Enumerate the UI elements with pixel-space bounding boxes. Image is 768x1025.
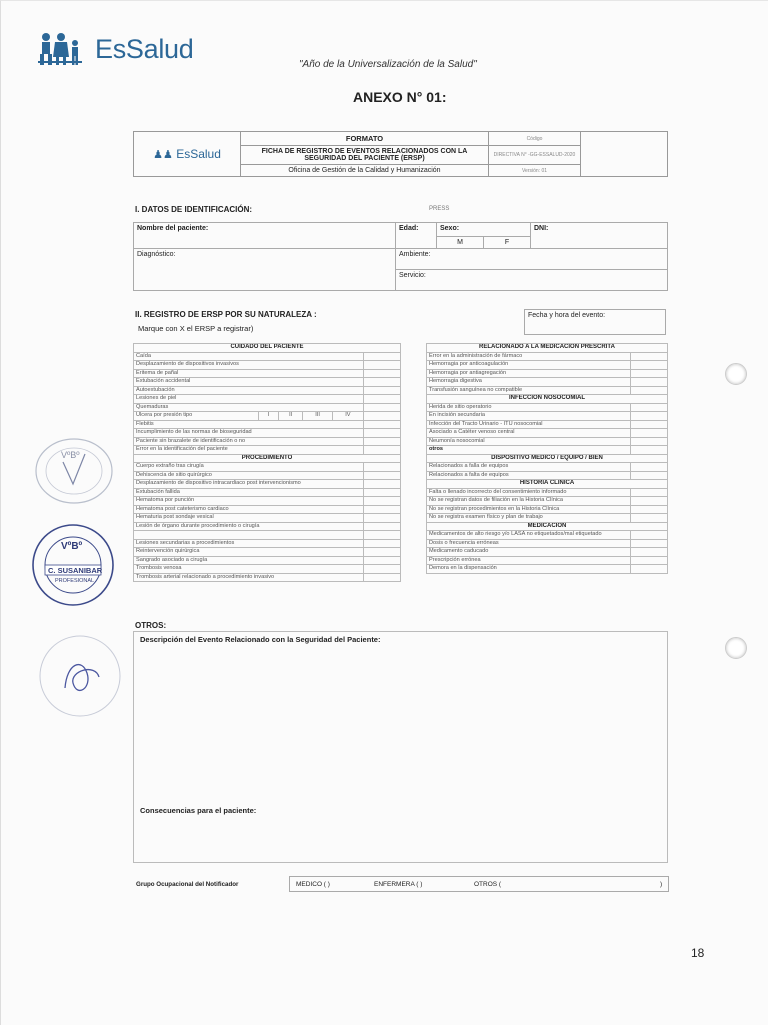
mark-cell[interactable] [364,556,401,565]
mark-cell[interactable] [364,497,401,506]
otros-close: ) [660,881,663,888]
mark-cell[interactable] [364,471,401,480]
sex-m-option[interactable]: M [437,237,484,249]
event-label: Dosis o frecuencia erróneas [427,539,631,548]
table-row [427,412,668,421]
event-label: Lesiones secundarias a procedimientos [134,539,364,548]
section-header: DISPOSITIVO MÉDICO / EQUIPO / BIEN [427,454,668,463]
mark-cell[interactable] [364,565,401,574]
table-row [134,539,401,548]
mark-cell[interactable] [631,352,668,361]
vb2-text: VºBº [61,541,83,552]
section-header: HISTORIA CLÍNICA [427,480,668,489]
punch-hole [725,363,747,385]
stamp-name: C. SUSANIBAR [48,566,103,575]
event-label: Hemorragia por anticoagulación [427,361,631,370]
event-label: Infección del Tracto Urinario - ITU nosocomial [427,420,631,429]
event-label: Quemaduras [134,403,364,412]
mark-cell[interactable] [631,403,668,412]
table-row [134,446,401,455]
table-row [134,514,401,523]
event-label: Trombosis venosa [134,565,364,574]
table-row [427,378,668,387]
table-row [134,378,401,387]
event-label: No se registran procedimientos en la Historia Clínica [427,505,631,514]
vb-stamp-1 [33,436,115,506]
event-label: Herida de sitio operatorio [427,403,631,412]
header-table [133,131,668,177]
table-row [427,556,668,565]
table-row [134,480,401,489]
table-row [134,395,401,404]
notifier-group-box [289,876,669,892]
table-row [134,412,401,421]
table-row [427,446,668,455]
ulcer-grade-option[interactable]: IV [332,412,363,421]
event-label: Desplazamiento de dispositivos invasivos [134,361,364,370]
mark-cell[interactable] [364,429,401,438]
mark-cell[interactable] [364,548,401,557]
family-logo-icon [37,31,95,67]
patient-name-field[interactable]: Nombre del paciente: [134,223,396,249]
table-row [427,471,668,480]
description-box[interactable] [133,631,668,863]
table-row [427,497,668,506]
header-logo [134,132,241,177]
formato-label: FORMATO [241,132,489,146]
table-row [427,420,668,429]
mark-cell[interactable] [364,395,401,404]
header-blank [581,132,668,177]
mark-cell[interactable] [631,446,668,455]
table-row [427,505,668,514]
event-label: Prescripción errónea [427,556,631,565]
procedimiento-header: PROCEDIMIENTO [134,454,401,463]
ulcer-grade-option[interactable]: III [303,412,332,421]
directiva-label: DIRECTIVA N° -GG-ESSALUD-2020 [489,146,581,165]
mark-cell[interactable] [631,429,668,438]
table-row [134,548,401,557]
table-row [427,565,668,574]
mark-cell[interactable] [364,420,401,429]
mark-cell[interactable] [631,565,668,574]
table-row [134,386,401,395]
table-row [134,471,401,480]
mark-cell[interactable] [364,361,401,370]
mark-cell[interactable] [364,480,401,489]
logo-text: EsSalud [95,33,194,64]
ulcer-grade-option[interactable]: II [278,412,303,421]
mark-cell[interactable] [631,514,668,523]
table-row [427,548,668,557]
event-label: Error en la administración de fármaco [427,352,631,361]
event-label: Neumonía nosocomial [427,437,631,446]
mark-cell[interactable] [364,522,401,531]
annex-title: ANEXO N° 01: [353,89,447,105]
table-row [427,437,668,446]
mark-cell[interactable] [631,361,668,370]
mark-cell[interactable] [364,488,401,497]
section1-title: I. DATOS DE IDENTIFICACIÓN: [135,205,253,214]
age-field[interactable]: Edad: [396,223,437,249]
table-row [134,352,401,361]
mark-cell[interactable] [364,514,401,523]
medico-option[interactable]: MEDICO ( ) [296,881,330,888]
mark-cell[interactable] [631,505,668,514]
event-label: Cuerpo extraño tras cirugía [134,463,364,472]
table-row [134,565,401,574]
mark-cell[interactable] [631,386,668,395]
table-row [134,531,401,540]
header-logo-text: EsSalud [176,147,221,161]
event-datetime-field[interactable]: Fecha y hora del evento: [524,309,666,335]
event-label: Hemorragia digestiva [427,378,631,387]
event-label: Úlcera por presión tipo [134,412,259,421]
mark-cell[interactable] [631,531,668,540]
enfermera-option[interactable]: ENFERMERA ( ) [374,881,423,888]
mark-cell[interactable] [631,548,668,557]
section-header: INFECCIÓN NOSOCOMIAL [427,395,668,404]
left-events-table [133,343,401,582]
event-label: No se registra examen físico y plan de trabajo [427,514,631,523]
mark-cell[interactable] [631,369,668,378]
table-row [134,429,401,438]
mark-cell[interactable] [364,403,401,412]
signature-stamp [37,633,123,719]
event-label: Paciente sin brazalete de identificación o no [134,437,364,446]
mark-cell[interactable] [364,463,401,472]
table-row [427,369,668,378]
table-row [134,497,401,506]
event-label: Error en la identificación del paciente [134,446,364,455]
event-label: Sangrado asociado a cirugía [134,556,364,565]
table-row [134,463,401,472]
mark-cell[interactable] [364,412,401,421]
event-label: En incisión secundaria [427,412,631,421]
event-label: Relacionados a falta de equipos [427,471,631,480]
mark-cell[interactable] [631,539,668,548]
mark-cell[interactable] [364,505,401,514]
mark-cell[interactable] [631,420,668,429]
table-row [427,463,668,472]
mark-cell[interactable] [631,497,668,506]
mark-cell[interactable] [631,412,668,421]
table-row [427,488,668,497]
vb-stamp-2 [31,521,115,609]
event-label: Desplazamiento de dispositivo intracardiaco post intervencionismo [134,480,364,489]
mark-cell[interactable] [364,573,401,582]
mark-cell[interactable] [631,556,668,565]
event-label: Eritema de pañal [134,369,364,378]
table-row [427,539,668,548]
notifier-group-label: Grupo Ocupacional del Notificador [136,881,239,888]
ficha-title: FICHA DE REGISTRO DE EVENTOS RELACIONADOS CON LA SEGURIDAD DEL PACIENTE (ERSP) [241,146,489,165]
mark-cell[interactable] [364,437,401,446]
event-label: Hematoma post cateterismo cardiaco [134,505,364,514]
sex-field: Sexo: [437,223,531,237]
table-row [134,437,401,446]
section2-instruction: Marque con X el ERSP a registrar) [138,324,254,333]
mark-cell[interactable] [364,446,401,455]
event-label: Extubación accidental [134,378,364,387]
table-row [427,352,668,361]
event-label: Incumplimiento de las normas de bioseguridad [134,429,364,438]
year-motto: "Año de la Universalización de la Salud" [299,59,477,70]
table-row [427,403,668,412]
table-row [427,531,668,540]
table-row [134,505,401,514]
mark-cell[interactable] [364,378,401,387]
event-label: Medicamentos de alto riesgo y/o LASA no etiquetados/mal etiquetado [427,531,631,540]
mark-cell[interactable] [364,369,401,378]
ambiente-field[interactable]: Ambiente: [396,249,668,270]
event-label: Hemorragia por antiagregación [427,369,631,378]
event-label: No se registran datos de filiación en la Historia Clínica [427,497,631,506]
vb1-text: VºBº [61,450,80,460]
table-row [134,403,401,412]
identification-table [133,222,668,291]
punch-hole [725,637,747,659]
table-row [134,488,401,497]
dni-field[interactable]: DNI: [531,223,668,249]
table-row [427,361,668,370]
mark-cell[interactable] [631,463,668,472]
table-row [134,361,401,370]
stamp-role: PROFESIONAL [55,578,95,584]
table-row [134,369,401,378]
event-label: Lesión de órgano durante procedimiento o cirugía [134,522,364,531]
event-label: Asociado a Catéter venoso central [427,429,631,438]
table-row [134,420,401,429]
event-label: Relacionados a falla de equipos [427,463,631,472]
mark-cell[interactable] [364,386,401,395]
event-label: Hematuria post sondaje vesical [134,514,364,523]
event-label: otros [427,446,631,455]
event-label: Flebitis [134,420,364,429]
event-label: Trombosis arterial relacionado a procedimiento invasivo [134,573,364,582]
ulcer-grade-option[interactable]: I [259,412,279,421]
description-label: Descripción del Evento Relacionado con la Seguridad del Paciente: [140,635,381,644]
diagnosis-field[interactable]: Diagnóstico: [134,249,396,291]
right-events-table [426,343,668,574]
event-label: Lesiones de piel [134,395,364,404]
press-mark: PRESS [429,206,450,212]
mark-cell[interactable] [364,352,401,361]
event-label: Caída [134,352,364,361]
table-row [134,556,401,565]
oficina-label: Oficina de Gestión de la Calidad y Humanización [241,165,489,177]
page-number: 18 [691,946,705,960]
event-label: Dehiscencia de sitio quirúrgico [134,471,364,480]
section-header: RELACIONADO A LA MEDICACIÓN PRESCRITA [427,344,668,353]
event-label: Medicamento caducado [427,548,631,557]
table-row [427,386,668,395]
section2-title: II. REGISTRO DE ERSP POR SU NATURALEZA : [135,310,317,319]
mark-cell[interactable] [631,378,668,387]
family-small-icon: ♟♟ [153,149,173,161]
event-label: Transfusión sanguínea no compatible [427,386,631,395]
event-label: Hematoma por punción [134,497,364,506]
cuidado-header: CUIDADO DEL PACIENTE [134,344,401,353]
mark-cell[interactable] [631,488,668,497]
table-row [134,573,401,582]
mark-cell[interactable] [631,471,668,480]
event-label: Autoextubación [134,386,364,395]
mark-cell[interactable] [364,539,401,548]
table-row [427,429,668,438]
consequences-label: Consecuencias para el paciente: [140,806,257,815]
event-label: Reintervención quirúrgica [134,548,364,557]
section-header: MEDICACIÓN [427,522,668,531]
essalud-logo [37,31,193,67]
mark-cell[interactable] [364,531,401,540]
table-row [427,514,668,523]
event-label [134,531,364,540]
event-label: Extubación fallida [134,488,364,497]
otros-option[interactable]: OTROS ( [474,881,502,888]
otros-label: OTROS: [135,621,167,630]
version-label: Versión: 01 [489,165,581,177]
table-row [134,522,401,531]
sex-f-option[interactable]: F [484,237,531,249]
event-label: Demora en la dispensación [427,565,631,574]
event-label: Falta o llenado incorrecto del consentimiento informado [427,488,631,497]
mark-cell[interactable] [631,437,668,446]
codigo-label: Código [489,132,581,146]
servicio-field[interactable]: Servicio: [396,270,668,291]
